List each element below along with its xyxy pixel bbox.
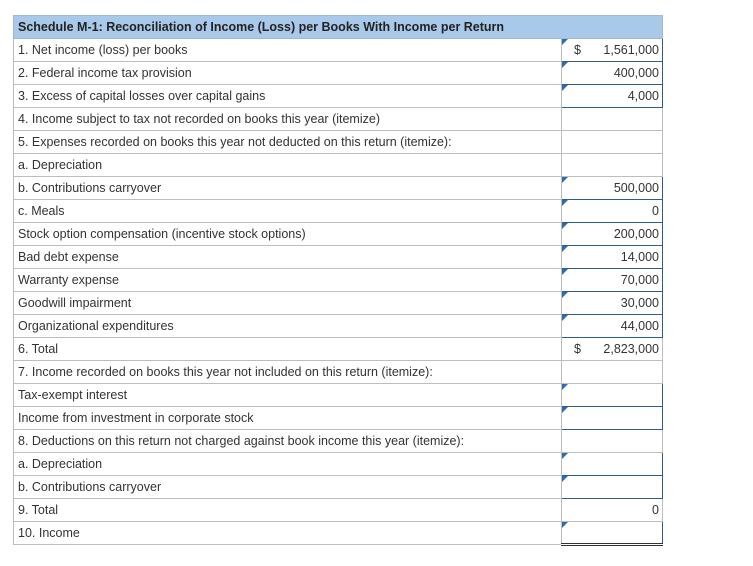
amount-input-cell[interactable] [562,476,663,499]
dollar-sign: $ [574,342,581,356]
dollar-sign: $ [574,43,581,57]
schedule-title: Schedule M-1: Reconciliation of Income (Loss) per Books With Income per Return [14,16,663,39]
amount-input-cell[interactable] [562,453,663,476]
amount-value: 400,000 [613,66,659,80]
row-label: Tax-exempt interest [14,384,562,407]
schedule-row [14,131,663,154]
row-label: 7. Income recorded on books this year not included on this return (itemize): [14,361,562,384]
amount-value: 44,000 [620,319,659,333]
row-label: Goodwill impairment [14,292,562,315]
row-label: Warranty expense [14,269,562,292]
row-label: Bad debt expense [14,246,562,269]
schedule-row [14,292,663,315]
row-label: 1. Net income (loss) per books [14,39,562,62]
row-label: c. Meals [14,200,562,223]
schedule-row [14,453,663,476]
amount-cell [562,361,663,384]
row-label: 6. Total [14,338,562,361]
amount-value: 1,561,000 [603,43,659,57]
row-label: 3. Excess of capital losses over capital gains [14,85,562,108]
row-label: 5. Expenses recorded on books this year not deducted on this return (itemize): [14,131,562,154]
row-label: 10. Income [14,522,562,545]
amount-value: 70,000 [620,273,659,287]
amount-input-cell[interactable] [562,522,663,545]
amount-input-cell[interactable] [562,177,663,200]
row-label: 4. Income subject to tax not recorded on books this year (itemize) [14,108,562,131]
schedule-row [14,85,663,108]
row-label: 2. Federal income tax provision [14,62,562,85]
schedule-row [14,223,663,246]
amount-input-cell[interactable] [562,384,663,407]
amount-value: 0 [652,503,659,517]
schedule-row [14,361,663,384]
schedule-row [14,338,663,361]
amount-value: 4,000 [627,89,659,103]
row-label: a. Depreciation [14,453,562,476]
amount-value: 0 [652,204,659,218]
row-label: Organizational expenditures [14,315,562,338]
row-label: Income from investment in corporate stock [14,407,562,430]
amount-cell [562,430,663,453]
schedule-row [14,246,663,269]
amount-input-cell[interactable] [562,292,663,315]
row-label: 8. Deductions on this return not charged against book income this year (itemize): [14,430,562,453]
schedule-row [14,154,663,177]
schedule-row [14,476,663,499]
amount-input-cell[interactable] [562,62,663,85]
row-label: b. Contributions carryover [14,476,562,499]
schedule-row [14,39,663,62]
amount-input-cell[interactable] [562,407,663,430]
schedule-row [14,315,663,338]
row-label: Stock option compensation (incentive stock options) [14,223,562,246]
schedule-row [14,430,663,453]
row-label: a. Depreciation [14,154,562,177]
schedule-row [14,522,663,545]
amount-input-cell[interactable] [562,85,663,108]
schedule-row [14,108,663,131]
amount-value: 14,000 [620,250,659,264]
amount-value: 2,823,000 [603,342,659,356]
amount-input-cell[interactable] [562,39,663,62]
amount-input-cell[interactable] [562,223,663,246]
row-label: 9. Total [14,499,562,522]
amount-cell [562,499,663,522]
amount-cell [562,338,663,361]
row-label: b. Contributions carryover [14,177,562,200]
schedule-m1-table [13,15,663,546]
schedule-row [14,62,663,85]
schedule-row [14,269,663,292]
schedule-row [14,200,663,223]
schedule-row [14,499,663,522]
amount-value: 30,000 [620,296,659,310]
schedule-header-row [14,16,663,39]
amount-value: 500,000 [613,181,659,195]
amount-cell [562,108,663,131]
amount-cell [562,131,663,154]
schedule-row [14,407,663,430]
amount-value: 200,000 [613,227,659,241]
schedule-row [14,177,663,200]
schedule-body [14,16,663,545]
amount-input-cell[interactable] [562,246,663,269]
amount-input-cell[interactable] [562,269,663,292]
amount-cell [562,154,663,177]
amount-input-cell[interactable] [562,200,663,223]
schedule-row [14,384,663,407]
amount-input-cell[interactable] [562,315,663,338]
